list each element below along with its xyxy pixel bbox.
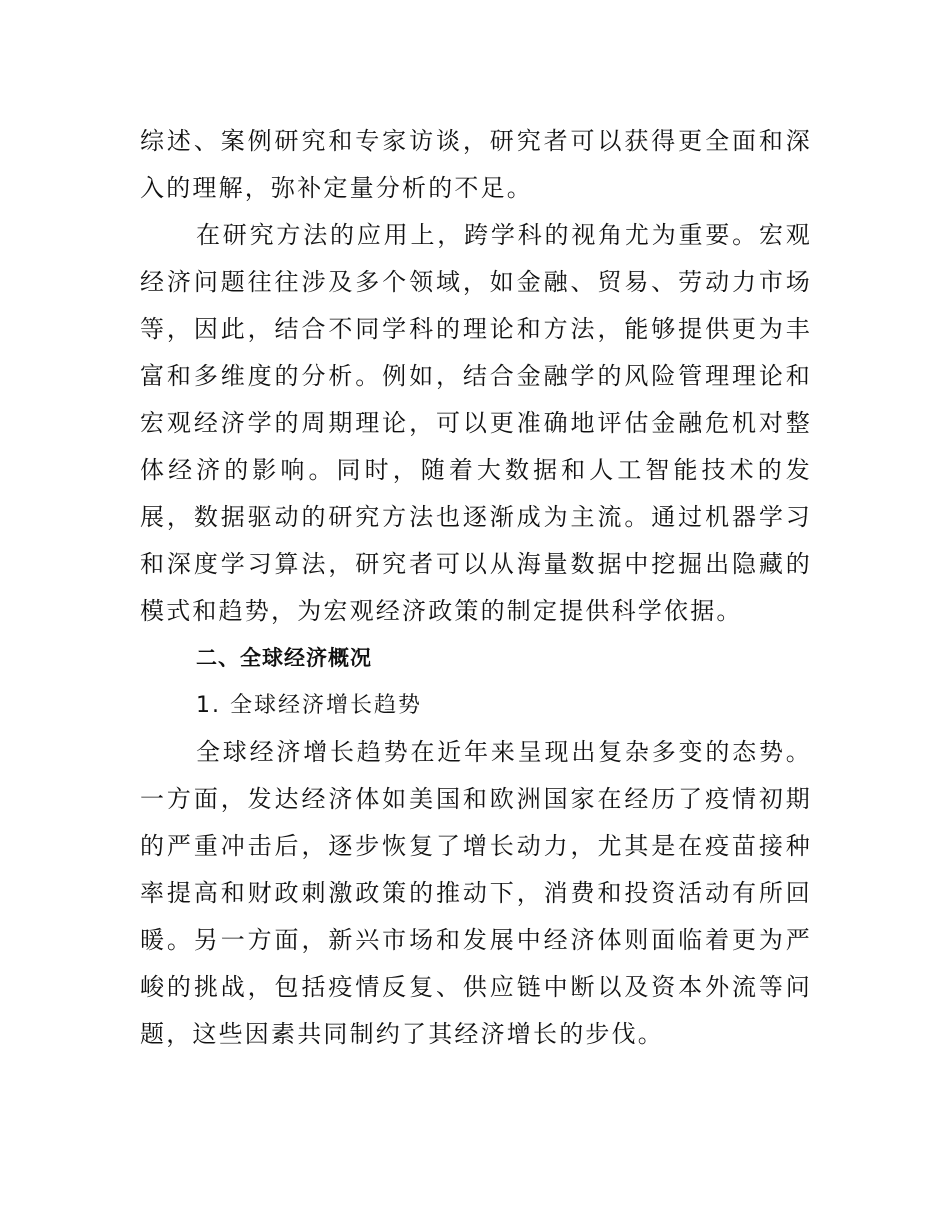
paragraph-research-methods: 在研究方法的应用上，跨学科的视角尤为重要。宏观经济问题往往涉及多个领域，如金融、贸易、劳动力市场等，因此，结合不同学科的理论和方法，能够提供更为丰富和多维度的分析。例如，结合金融学的风险管理理论和宏观经济学的周期理论，可以更准确地评估金融危机对整体经济的影响。同时，随着大数据和人工智能技术的发展，数据驱动的研究方法也逐渐成为主流。通过机器学习和深度学习算法，研究者可以从海量数据中挖掘出隐藏的模式和趋势，为宏观经济政策的制定提供科学依据。	[140, 221, 812, 625]
section-heading: 二、全球经济概况	[196, 646, 372, 670]
paragraph-continuation: 综述、案例研究和专家访谈，研究者可以获得更全面和深入的理解，弥补定量分析的不足。	[140, 127, 812, 202]
paragraph-global-growth: 全球经济增长趋势在近年来呈现出复杂多变的态势。一方面，发达经济体如美国和欧洲国家在经历了疫情初期的严重冲击后，逐步恢复了增长动力，尤其是在疫苗接种率提高和财政刺激政策的推动下，消费和投资活动有所回暖。另一方面，新兴市场和发展中经济体则面临着更为严峻的挑战，包括疫情反复、供应链中断以及资本外流等问题，这些因素共同制约了其经济增长的步伐。	[140, 738, 812, 1048]
document-page	[140, 118, 812, 1058]
subsection-heading: 1. 全球经济增长趋势	[196, 693, 422, 718]
